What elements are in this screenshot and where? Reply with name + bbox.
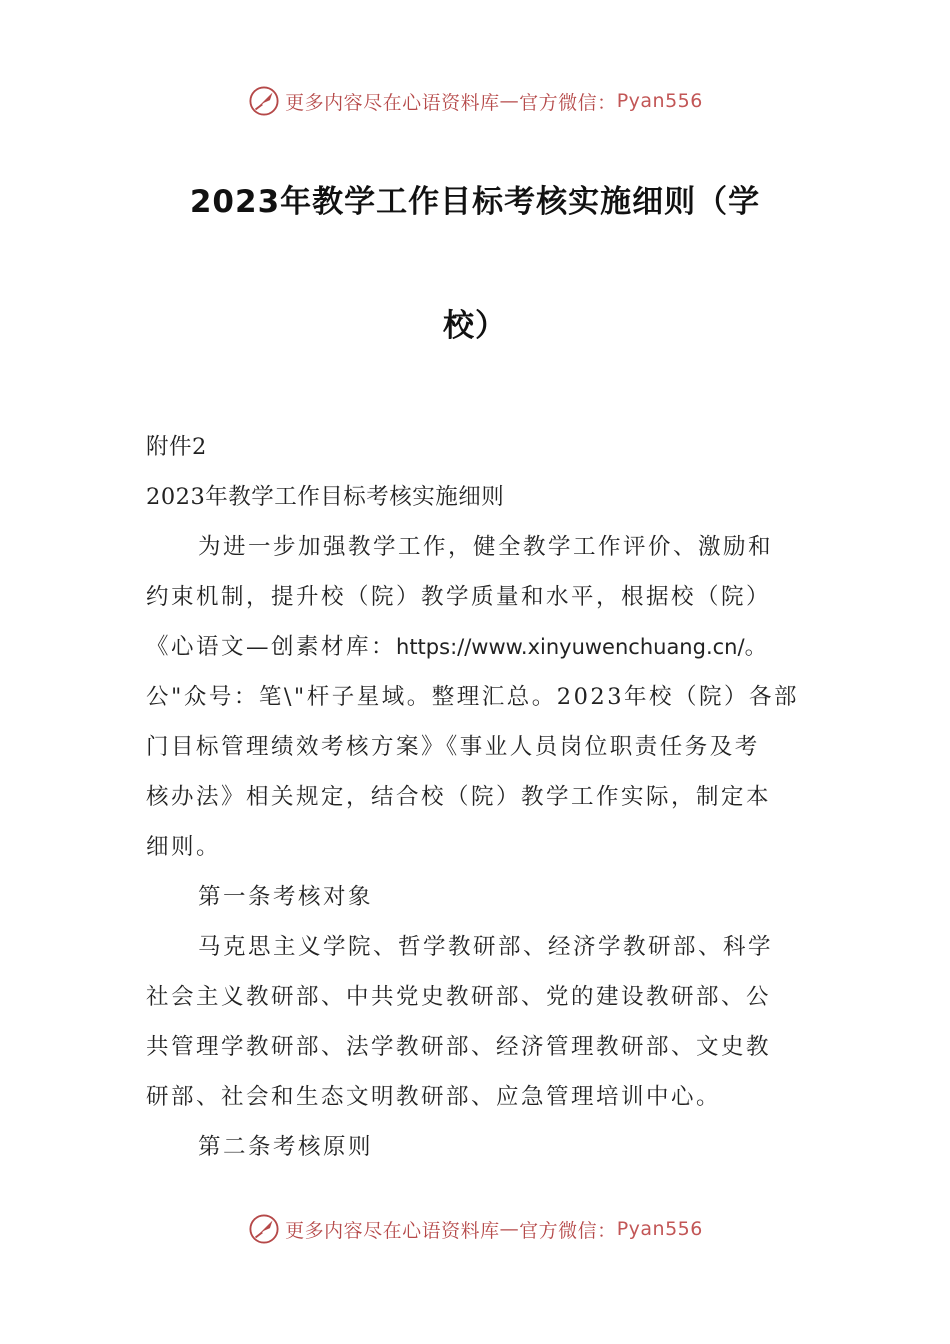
intro-source-end: 。 — [744, 634, 770, 660]
article-1-line-4: 研部、社会和生态文明教研部、应急管理培训中心。 — [146, 1084, 722, 1110]
intro-paragraph-line-1: 为进一步加强教学工作，健全教学工作评价、激励和 — [198, 534, 774, 560]
watermark-contact-id: Pyan556 — [616, 1218, 703, 1240]
quill-logo-icon — [247, 1212, 281, 1246]
intro-paragraph-line-2: 约束机制，提升校（院）教学质量和水平，根据校（院） — [146, 584, 772, 610]
watermark-separator: — — [499, 90, 520, 112]
article-1-line-1: 马克思主义学院、哲学教研部、经济学教研部、科学 — [198, 934, 774, 960]
intro-paragraph-line-3 — [146, 622, 806, 672]
watermark-contact-label: 官方微信： — [519, 91, 617, 114]
article-1-line-3: 共管理学教研部、法学教研部、经济管理教研部、文史教 — [146, 1034, 772, 1060]
intro-paragraph-line-6: 核办法》相关规定，结合校（院）教学工作实际，制定本 — [146, 784, 772, 810]
document-body — [146, 422, 806, 1172]
attachment-label: 附件2 — [146, 434, 207, 460]
intro-source-label: 《心语文—创素材库： — [146, 634, 397, 660]
article-1-line-2: 社会主义教研部、中共党史教研部、党的建设教研部、公 — [146, 984, 772, 1010]
document-subtitle: 2023年教学工作目标考核实施细则 — [146, 484, 505, 510]
intro-paragraph-line-7: 细则。 — [146, 834, 222, 860]
watermark-text: 更多内容尽在心语资料库 — [285, 1219, 500, 1242]
article-2-heading: 第二条考核原则 — [198, 1134, 374, 1160]
quill-logo-icon — [247, 84, 281, 118]
document-title-line-1: 2023年教学工作目标考核实施细则（学 — [189, 184, 761, 220]
article-1-heading: 第一条考核对象 — [198, 884, 374, 910]
intro-paragraph-line-4: 公"众号：笔\"杆子星域。整理汇总。2023年校（院）各部 — [146, 684, 800, 710]
watermark-separator: — — [499, 1218, 520, 1240]
intro-paragraph-line-5: 门目标管理绩效考核方案》《事业人员岗位职责任务及考 — [146, 734, 760, 760]
footer-watermark — [0, 1212, 950, 1246]
document-title-line-2: 校） — [443, 308, 507, 344]
watermark-contact-id: Pyan556 — [616, 90, 703, 112]
watermark-text: 更多内容尽在心语资料库 — [285, 91, 500, 114]
watermark-contact-label: 官方微信： — [519, 1219, 617, 1242]
header-watermark — [0, 84, 950, 118]
intro-source-url: https://www.xinyuwenchuang.cn/ — [396, 635, 745, 659]
